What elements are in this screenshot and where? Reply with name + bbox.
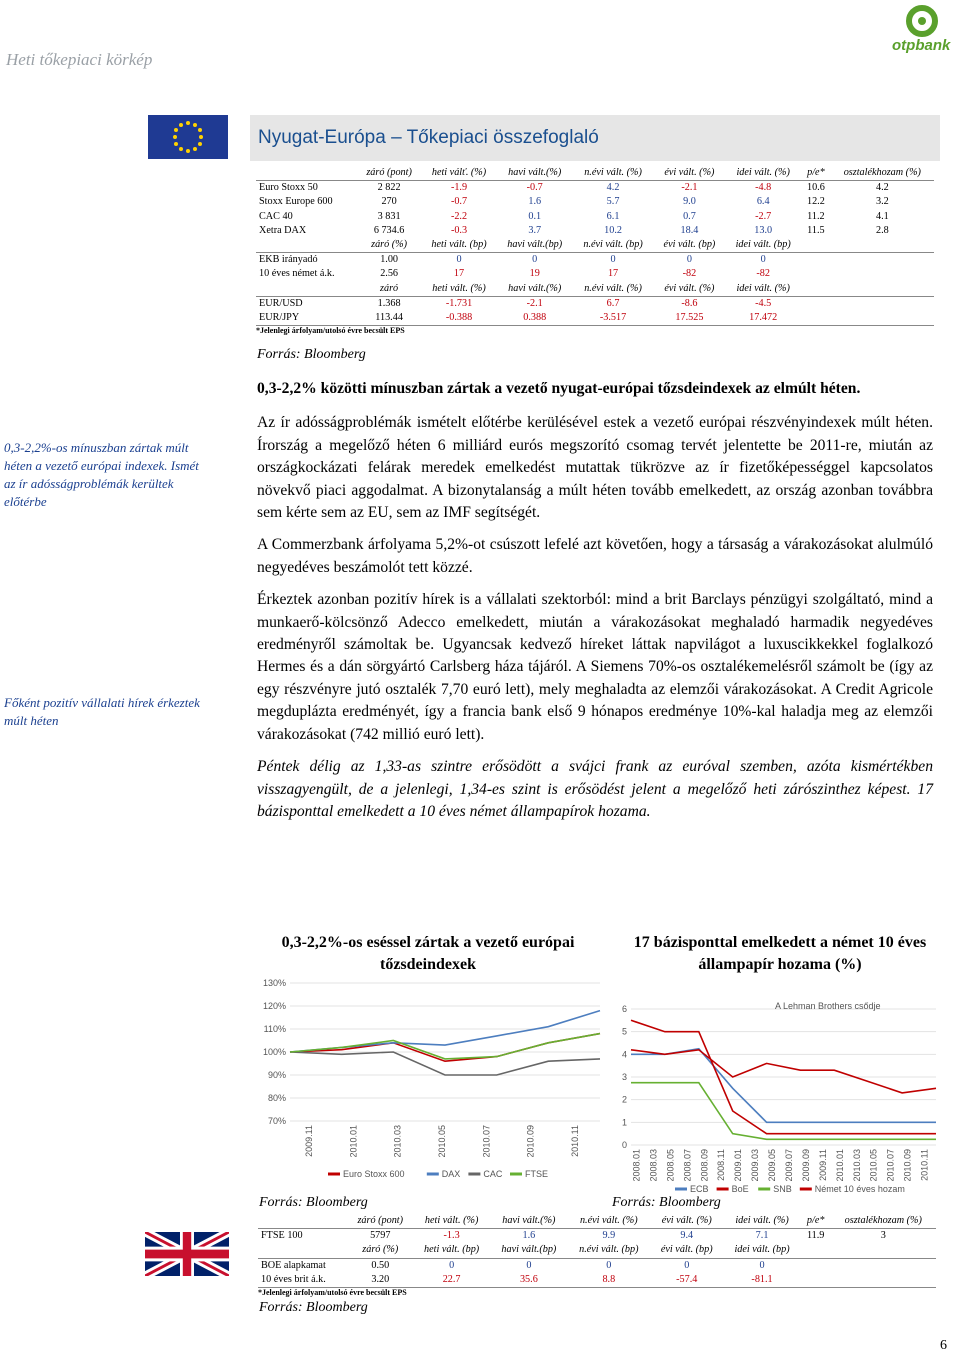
legend-label: CAC	[483, 1169, 503, 1179]
table-row: Stoxx Europe 600 270 -0.7 1.6 5.7 9.0 6.4 12.2 3.2	[259, 196, 889, 208]
y-tick-label: 5	[621, 1026, 627, 1037]
x-tick-label: 2010.07	[481, 1125, 492, 1158]
uk-flag-icon	[145, 1232, 229, 1276]
x-tick-label: 2010.05	[437, 1125, 447, 1158]
series-line	[631, 1049, 936, 1123]
otpbank-logo-text: otpbank	[892, 37, 951, 54]
legend-label: SNB	[773, 1184, 792, 1194]
table-header-cell: záró (pont)	[357, 166, 421, 181]
eu-table-header-rates: záró (%) heti vált. (bp) havi vált.(bp) n.évi vált. (bp) évi vált. (bp) idei vált. (bp)	[256, 238, 934, 253]
chart-title-indices: 0,3-2,2%-os eséssel zártak a vezető európai tőzsdeindexek	[281, 934, 575, 973]
x-tick-label: 2010.09	[902, 1149, 913, 1182]
x-tick-label: 2009.07	[783, 1149, 794, 1182]
series-line	[290, 1052, 600, 1075]
x-tick-label: 2010.05	[868, 1149, 879, 1182]
x-tick-label: 2008.03	[648, 1149, 659, 1182]
table-header-cell: n.évi vált. (%)	[572, 166, 653, 181]
table-footnote: *Jelenlegi árfolyam/utolsó évre becsült EPS	[256, 326, 405, 336]
table-row: FTSE 100 5797 -1.3 1.6 9.9 9.4 7.1 11.9 3	[261, 1230, 886, 1242]
legend-label: ECB	[690, 1184, 709, 1194]
otpbank-logo	[880, 4, 958, 62]
x-tick-label: 2010.09	[525, 1125, 536, 1158]
legend-label: DAX	[441, 1169, 461, 1179]
series-line	[290, 1011, 600, 1052]
y-tick-label: 0	[621, 1140, 627, 1150]
article-paragraph: Érkeztek azonban pozitív hírek is a vállalati szektorból: mind a brit Barclays pénzügyi szolgáltató, mind a munkaerő-kölcsönző Adecco emelkedett, miután a várakozásokat meghaladó harmadik negyedéves eredményről számoltak be. Ugyancsak kedvező híreket láttak napvilágot a luxuscikkekkel foglalkozó Hermes és a dán sörgyártó Carlsberg háza tájáról. A Siemens 70%-os osztalékemelésről számolt be (így az egy részvényre jutó osztalék 7,70 euró lett), mely meghaladta az elemzői várakozásokat. A Credit Agricole megduplázta eredményét, így a francia bank első 9 hónapos eredménye 10%-kal haladja meg az elemzői várakozásokat (742 millió euró lett).	[257, 591, 933, 743]
article-paragraph: Az ír adósságproblémák ismételt előtérbe kerülésével estek a vezető európai részvényindexek múlt héten. Írország a megelőző héten 6 milliárd eurós megszorító csomag tervét jelentette be 2011-re, miután az országkockázati felárak meredek emelkedést mutattak tükrözve az ír fizetőképességgel kapcsolatos növekvő piaci aggodalmat. A bizonytalanság a múlt héten tovább emelkedett, az ország azonban továbbra sem kérte sem az EU, sem az IMF segítségét.	[257, 414, 933, 522]
series-line	[290, 1034, 600, 1059]
x-tick-label: 2009.01	[733, 1149, 744, 1182]
x-tick-label: 2010.03	[851, 1149, 862, 1182]
table-header-cell: havi vált.(%)	[497, 166, 573, 181]
x-tick-label: 2009.09	[800, 1149, 811, 1182]
x-tick-label: 2008.01	[631, 1149, 642, 1182]
x-tick-label: 2010.07	[885, 1149, 896, 1182]
chart2-source: Forrás: Bloomberg	[612, 1195, 721, 1210]
y-tick-label: 1	[621, 1117, 627, 1128]
table-header-cell: p/e*	[801, 166, 831, 181]
y-tick-label: 130%	[262, 978, 286, 988]
x-tick-label: 2009.05	[767, 1149, 778, 1182]
sidebar-note-1: 0,3-2,2%-os mínuszban zártak múlt héten a vezető európai indexek. Ismét az ír adósságproblémák kerültek előtérbe	[4, 440, 199, 509]
table-header-cell: osztalékhozam (%)	[831, 166, 934, 181]
y-tick-label: 4	[621, 1049, 627, 1060]
table-header-cell: heti válť. (%)	[421, 166, 497, 181]
x-tick-label: 2010.03	[392, 1125, 403, 1158]
table-row: BOE alapkamat 0.50 0 0 0 0 0	[261, 1259, 765, 1271]
table-row: EUR/JPY 113.44 -0.388 0.388 -3.517 17.525 17.472	[256, 311, 934, 326]
chart-annotation: A Lehman Brothers csődje	[775, 1001, 881, 1011]
x-tick-label: 2008.07	[682, 1149, 693, 1182]
eu-flag-icon	[148, 115, 228, 159]
table-row: EUR/USD 1.368 -1.731 -2.1 6.7 -8.6 -4.5	[259, 297, 772, 309]
table-row: 10 éves német á.k. 2.56 17 19 17 -82 -82	[259, 268, 770, 280]
uk-table-header-equities: záró (pont) heti vált. (%) havi vált.(%) n.évi vált. (%) évi vált. (%) idei vált. (%) p/e* osztalékhozam (%)	[258, 1214, 936, 1229]
series-line	[631, 1083, 936, 1140]
document-header-title: Heti tőkepiaci körkép	[6, 50, 153, 69]
eu-table-source: Forrás: Bloomberg	[257, 347, 366, 362]
y-tick-label: 120%	[262, 1001, 286, 1011]
x-tick-label: 2010.01	[348, 1125, 359, 1158]
legend-label: FTSE	[525, 1169, 549, 1179]
x-tick-label: 2010.11	[569, 1125, 580, 1157]
page-number: 6	[940, 1338, 947, 1353]
article-paragraph: Péntek délig az 1,33-as szintre erősödött a svájci frank az euróval szemben, azóta kismértékben visszagyengült, de a jelenlegi, 1,34-es szint is erősödést jelent a megelőző heti zárószinthez képest. 17 bázisponttal emelkedett a 10 éves német állampapírok hozama.	[257, 758, 933, 820]
y-tick-label: 100%	[262, 1047, 286, 1057]
x-tick-label: 2009.03	[750, 1149, 761, 1182]
y-tick-label: 6	[621, 1004, 627, 1014]
eu-market-table	[256, 166, 934, 335]
article-paragraph: A Commerzbank árfolyama 5,2%-ot csúszott lefelé azt követően, hogy a társaság a várakozásokat alulmúló negyedéves beszámolót tett közzé.	[257, 536, 933, 576]
legend-label: BoE	[731, 1184, 749, 1194]
chart-title-yield: 17 bázisponttal emelkedett a német 10 éves állampapír hozama (%)	[633, 934, 927, 973]
x-tick-label: 2008.05	[665, 1149, 676, 1182]
table-row: EKB irányadó 1.00 0 0 0 0 0	[259, 254, 766, 266]
x-tick-label: 2009.11	[817, 1149, 828, 1181]
indices-line-chart	[258, 975, 608, 1180]
chart1-source: Forrás: Bloomberg	[259, 1195, 368, 1210]
x-tick-label: 2008.11	[716, 1149, 727, 1181]
x-tick-label: 2009.11	[304, 1125, 315, 1157]
eu-table-header-equities	[256, 166, 934, 181]
legend-label: Német 10 éves hozam	[814, 1184, 905, 1194]
x-tick-label: 2008.09	[699, 1149, 710, 1182]
sidebar-note-2: Főként pozitív vállalati hírek érkeztek múlt héten	[4, 695, 200, 728]
uk-market-table	[258, 1214, 936, 1297]
section-title: Nyugat-Európa – Tőkepiaci összefoglaló	[258, 127, 599, 148]
y-tick-label: 3	[621, 1072, 627, 1082]
table-header-cell: évi vált. (%)	[654, 166, 726, 181]
y-tick-label: 90%	[267, 1070, 286, 1080]
uk-table-header-rates: záró (%) heti vált. (bp) havi vált.(bp) n.évi vált. (bp) évi vált. (bp) idei vált. (bp)	[258, 1243, 936, 1258]
table-header-cell: idei vált. (%)	[725, 166, 801, 181]
x-tick-label: 2010.01	[834, 1149, 845, 1182]
table-header-cell	[256, 166, 357, 181]
article-body	[257, 378, 933, 833]
yield-line-chart	[615, 995, 940, 1195]
uk-table-source: Forrás: Bloomberg	[259, 1300, 368, 1315]
y-tick-label: 70%	[267, 1116, 286, 1126]
article-lead: 0,3-2,2% közötti mínuszban zártak a vezető nyugat-európai tőzsdeindexek az elmúlt héten.	[257, 380, 861, 397]
series-line	[631, 1050, 936, 1093]
otpbank-logo-icon	[880, 4, 958, 38]
y-tick-label: 2	[621, 1094, 627, 1105]
table-row: CAC 40 3 831 -2.2 0.1 6.1 0.7 -2.7 11.2 4.1	[259, 210, 889, 222]
legend-label: Euro Stoxx 600	[343, 1169, 405, 1179]
y-tick-label: 80%	[267, 1093, 286, 1103]
table-row: Euro Stoxx 50 2 822 -1.9 -0.7 4.2 -2.1 -4.8 10.6 4.2	[259, 182, 889, 194]
table-row: 10 éves brit á.k. 3.20 22.7 35.6 8.8 -57.4 -81.1	[258, 1273, 936, 1288]
x-tick-label: 2010.11	[919, 1149, 930, 1181]
table-row: Xetra DAX 6 734.6 -0.3 3.7 10.2 18.4 13.0 11.5 2.8	[259, 224, 889, 236]
table-footnote: *Jelenlegi árfolyam/utolsó évre becsült EPS	[258, 1288, 407, 1298]
eu-table-header-fx: záró heti vált. (%) havi vált.(%) n.évi vált. (%) évi vált. (%) idei vált. (%)	[256, 282, 934, 297]
y-tick-label: 110%	[263, 1024, 286, 1034]
